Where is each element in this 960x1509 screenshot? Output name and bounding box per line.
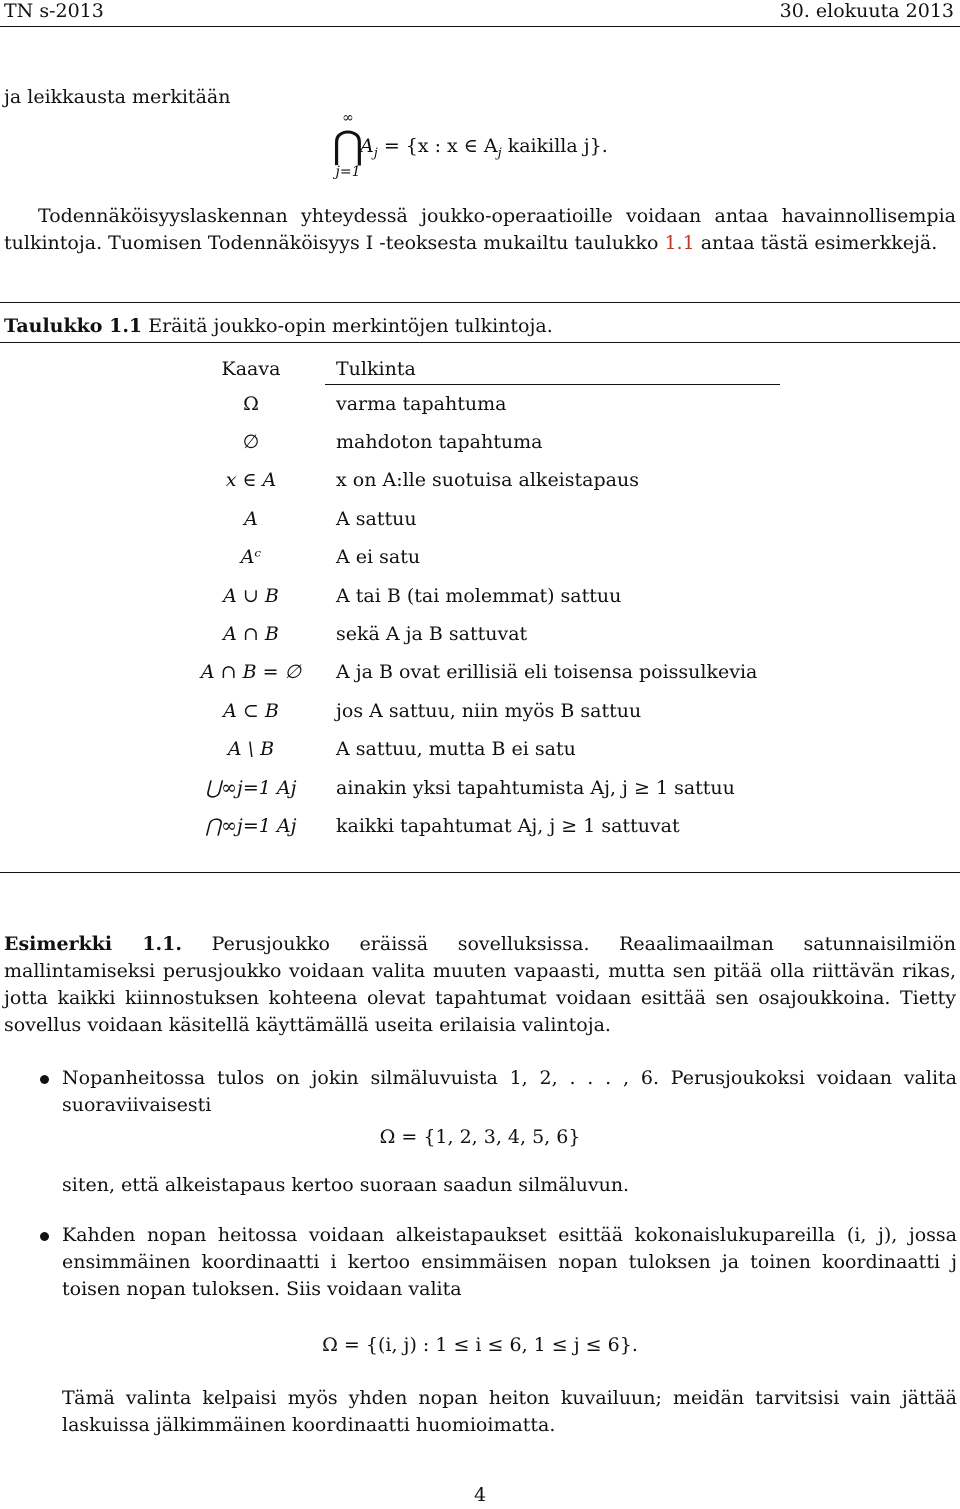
table-row: A ∩ B = ∅ A ja B ovat erillisiä eli toisensa poissulkevia xyxy=(200,661,758,684)
running-header-date: 30. elokuuta 2013 xyxy=(779,0,954,22)
column-header-formula: Kaava xyxy=(221,357,281,380)
table-row: A ⊂ B jos A sattuu, niin myös B sattuu xyxy=(223,699,642,722)
caption-rule xyxy=(0,342,960,343)
table-row: x ∈ A x on A:lle suotuisa alkeistapaus xyxy=(225,469,639,492)
header-rule xyxy=(0,26,960,27)
table-row: ⋃∞j=1 Aj ainakin yksi tapahtumista Aj, j ≥ 1 sattuu xyxy=(205,776,735,799)
example-title: Perusjoukko eräissä sovelluksissa. xyxy=(211,933,590,955)
table-reference-link[interactable]: 1.1 xyxy=(664,232,695,254)
table-top-rule xyxy=(0,302,960,303)
table-row: Aᶜ A ei satu xyxy=(240,546,421,569)
page-number: 4 xyxy=(473,1484,487,1506)
running-header-left: TN s-2013 xyxy=(4,0,104,22)
bullet-2-after: Tämä valinta kelpaisi myös yhden nopan heiton kuvailuun; meidän tarvitsisi vain jättää laskuissa jälkimmäinen koordinaatti huomioimatta. xyxy=(62,1387,957,1436)
intro-text: ja leikkausta merkitään xyxy=(4,86,231,108)
paragraph-interpretations: Todennäköisyyslaskennan yhteydessä joukko-operaatioille voidaan antaa havainnollisempia tulkintoja. Tuomisen Todennäköisyys I -teoksesta mukailtu taulukko 1.1 antaa tästä esimerkkejä. xyxy=(4,205,956,254)
intersection-formula-body: $A_j = \{x$ : x ∈ $A_j$ kaikilla j}. xyxy=(360,135,608,161)
table-row: A ∪ B A tai B (tai molemmat) sattuu xyxy=(223,584,622,607)
table-caption-text: Eräitä joukko-opin merkintöjen tulkintoja. xyxy=(148,315,553,337)
table-bottom-rule xyxy=(0,872,960,873)
table-caption xyxy=(4,313,553,340)
table-row: ⋂∞j=1 Aj kaikki tapahtumat Aj, j ≥ 1 sattuvat xyxy=(205,814,680,837)
column-header-interpretation: Tulkinta xyxy=(336,357,416,380)
table-caption-label: Taulukko 1.1 xyxy=(4,315,143,337)
table-row: ∅ mahdoton tapahtuma xyxy=(242,431,543,454)
bullet-1-formula: Ω = {1, 2, 3, 4, 5, 6} xyxy=(379,1126,581,1148)
bigcap-upper-limit: ∞ xyxy=(342,110,354,126)
example-label: Esimerkki 1.1. xyxy=(4,933,183,955)
bigcap-symbol: ⋂ xyxy=(332,123,364,167)
bullet-marker xyxy=(40,1075,49,1084)
notation-table xyxy=(190,353,776,846)
table-header-rule xyxy=(325,384,780,385)
table-row: A ∩ B sekä A ja B sattuvat xyxy=(223,623,528,646)
bullet-2-text: Kahden nopan heitossa voidaan alkeistapaukset esittää kokonaislukupareilla (i, j), jossa ensimmäinen koordinaatti i kertoo ensimmäisen nopan tuloksen ja toinen koordinaatti j toisen nopan tuloksen. Siis voidaan valita xyxy=(62,1224,957,1300)
bullet-1-after: siten, että alkeistapaus kertoo suoraan saadun silmäluvun. xyxy=(62,1174,630,1196)
bullet-marker xyxy=(40,1232,49,1241)
bullet-1-text: Nopanheitossa tulos on jokin silmäluvuista 1, 2, . . . , 6. Perusjoukoksi voidaan valita suoraviivaisesti xyxy=(62,1067,957,1116)
bullet-2-formula: Ω = {(i, j) : 1 ≤ i ≤ 6, 1 ≤ j ≤ 6}. xyxy=(322,1334,638,1356)
example-paragraph xyxy=(4,931,956,1039)
table-row: A \ B A sattuu, mutta B ei satu xyxy=(227,738,576,761)
bigcap-lower-limit: j=1 xyxy=(335,164,361,180)
table-row: A A sattuu xyxy=(244,507,417,530)
table-row: Ω varma tapahtuma xyxy=(243,392,507,415)
example-text: Reaalimaailman satunnaisilmiön mallintamiseksi perusjoukko voidaan valita muuten vapaasti, mutta sen pitää olla riittävän rikas, jotta kaikki kiinnostuksen kohteena olevat tapahtumat voidaan esittää sen osajoukkoina. Tietty sovellus voidaan käsitellä käyttämällä useita erilaisia valintoja. xyxy=(4,933,956,1036)
